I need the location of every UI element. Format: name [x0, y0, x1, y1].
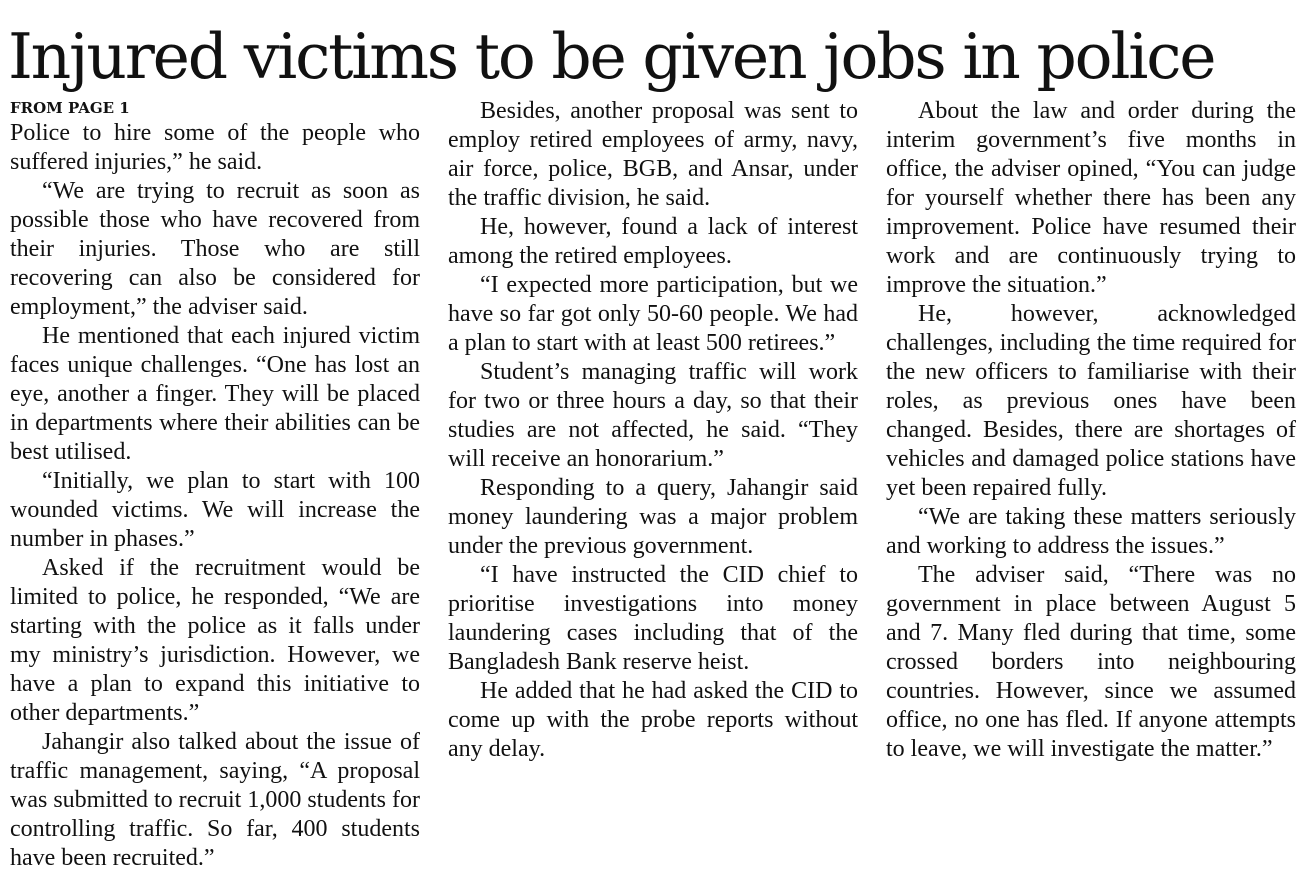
- paragraph: “I have instructed the CID chief to prioritise investigations into money laundering cases including that of the Bangladesh Bank reserve heist.: [448, 562, 858, 675]
- paragraph: About the law and order during the interim government’s five months in office, the adviser opined, “You can judge for yourself whether there has been any improvement. Police have resumed their work and are continuously trying to improve the situation.”: [886, 98, 1296, 298]
- paragraph: He mentioned that each injured victim faces unique challenges. “One has lost an eye, another a finger. They will be placed in departments where their abilities can be best utilised.: [10, 323, 420, 465]
- paragraph: He, however, acknowledged challenges, including the time required for the new officers to familiarise with their roles, as previous ones have been changed. Besides, there are shortages of vehicles and damaged police stations have yet been repaired fully.: [886, 301, 1296, 501]
- paragraph: “Initially, we plan to start with 100 wounded victims. We will increase the number in phases.”: [10, 468, 420, 552]
- paragraph: Jahangir also talked about the issue of traffic management, saying, “A proposal was submitted to recruit 1,000 students for controlling traffic. So far, 400 students have been recruited.”: [10, 729, 420, 871]
- article-column-1: [10, 97, 420, 873]
- article-column-3: [886, 97, 1296, 764]
- paragraph: Police to hire some of the people who suffered injuries,” he said.: [10, 120, 420, 175]
- from-page-label: FROM PAGE 1: [10, 99, 130, 117]
- headline: Injured victims to be given jobs in police: [8, 20, 1215, 93]
- paragraph: The adviser said, “There was no government in place between August 5 and 7. Many fled during that time, some crossed borders into neighbouring countries. However, since we assumed office, no one has fled. If anyone attempts to leave, we will investigate the matter.”: [886, 562, 1296, 762]
- paragraph: “I expected more participation, but we have so far got only 50-60 people. We had a plan to start with at least 500 retirees.”: [448, 272, 858, 356]
- article-column-2: [448, 97, 858, 764]
- paragraph: “We are trying to recruit as soon as possible those who have recovered from their injuries. Those who are still recovering can also be considered for employment,” the adviser said.: [10, 178, 420, 320]
- paragraph: Responding to a query, Jahangir said money laundering was a major problem under the previous government.: [448, 475, 858, 559]
- paragraph: “We are taking these matters seriously and working to address the issues.”: [886, 504, 1296, 559]
- paragraph: Student’s managing traffic will work for two or three hours a day, so that their studies are not affected, he said. “They will receive an honorarium.”: [448, 359, 858, 472]
- paragraph: Asked if the recruitment would be limited to police, he responded, “We are starting with the police as it falls under my ministry’s jurisdiction. However, we have a plan to expand this initiative to other departments.”: [10, 555, 420, 726]
- paragraph: Besides, another proposal was sent to employ retired employees of army, navy, air force, police, BGB, and Ansar, under the traffic division, he said.: [448, 98, 858, 211]
- paragraph: He, however, found a lack of interest among the retired employees.: [448, 214, 858, 269]
- paragraph: He added that he had asked the CID to come up with the probe reports without any delay.: [448, 678, 858, 762]
